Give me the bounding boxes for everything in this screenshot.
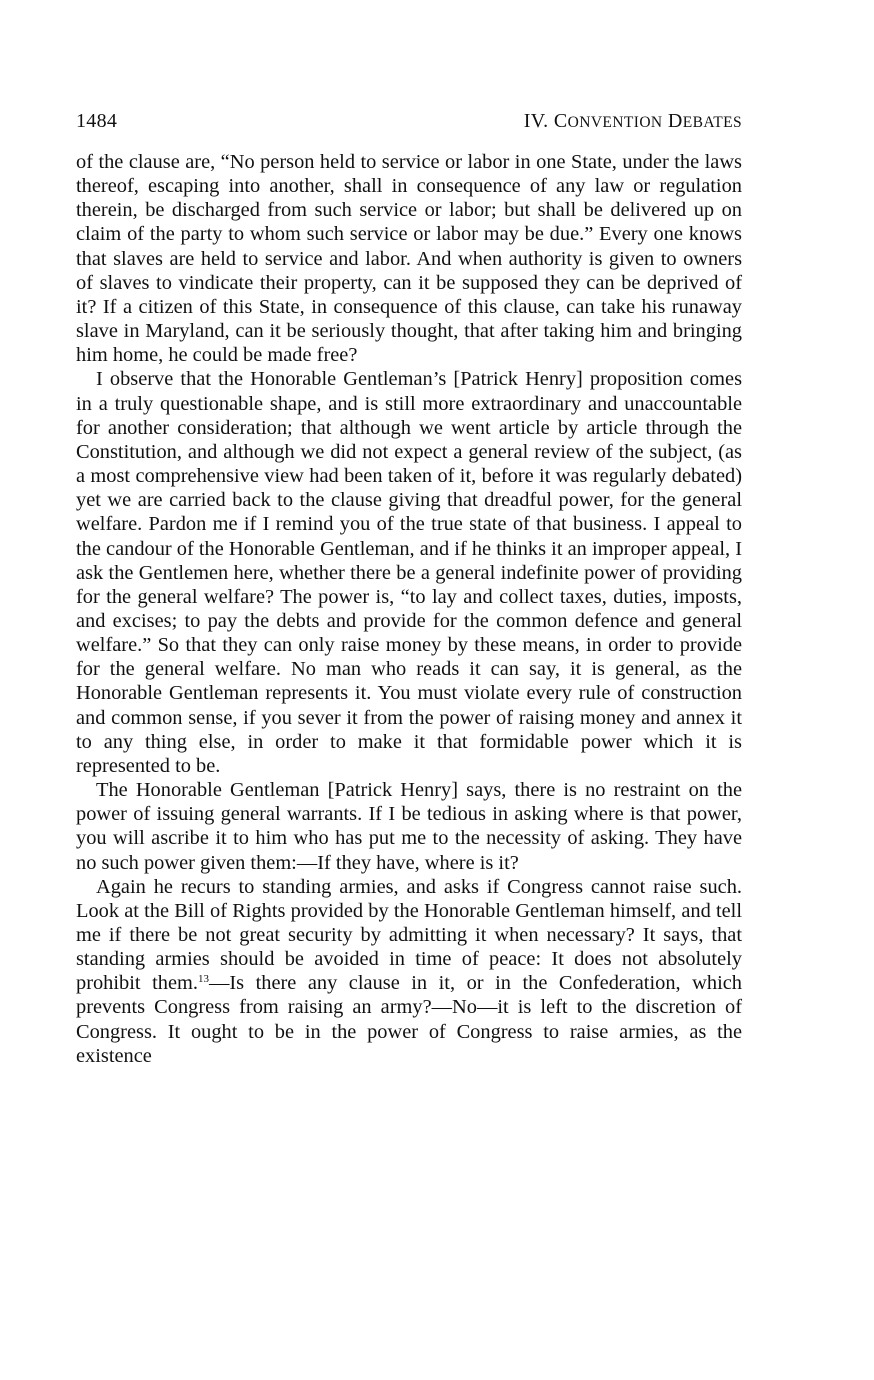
section-title-text: CONVENTION DEBATES	[553, 110, 742, 132]
paragraph-4-text-a: Again he recurs to standing armies, and asks if Congress cannot raise such. Look at the Bill of Rights provided by the Honorable Gentleman himself, and tell me if there be not great security by admitting it when necessary? It says, that standing armies should be avoided in time of peace: It does not absolutely prohibit them.	[76, 875, 742, 995]
paragraph-4	[76, 875, 742, 1068]
document-page	[76, 110, 742, 1068]
page-number: 1484	[76, 110, 118, 132]
body-text	[76, 150, 742, 1068]
section-title	[524, 110, 742, 133]
section-numeral: IV.	[523, 110, 549, 132]
paragraph-3: The Honorable Gentleman [Patrick Henry] says, there is no restraint on the power of issuing general warrants. If I be tedious in asking where is that power, you will ascribe it to him who has put me to the necessity of asking. They have no such power given them:—If they have, where is it?	[76, 779, 742, 874]
running-head	[76, 110, 742, 150]
paragraph-4-text-b: —Is there any clause in it, or in the Confederation, which prevents Congress from raising an army?—No—it is left to the discretion of Congress. It ought to be in the power of Congress to raise armies, as the existence	[76, 972, 742, 1067]
footnote-reference: 13	[197, 973, 209, 986]
paragraph-1: of the clause are, “No person held to service or labor in one State, under the laws thereof, escaping into another, shall in consequence of any law or regulation therein, be discharged from such service or labor; but shall be delivered up on claim of the party to whom such service or labor may be due.” Every one knows that slaves are held to service and labor. And when authority is given to owners of slaves to vindicate their property, can it be supposed they can be deprived of it? If a citizen of this State, in consequence of this clause, can take his runaway slave in Maryland, can it be seriously thought, that after taking him and bringing him home, he could be made free?	[76, 151, 742, 367]
paragraph-2: I observe that the Honorable Gentleman’s [Patrick Henry] proposition comes in a truly questionable shape, and is still more extraordinary and unaccountable for another consideration; that although we went article by article through the Constitution, and although we did not expect a general review of the subject, (as a most comprehensive view had been taken of it, before it was regularly debated) yet we are carried back to the clause giving that dreadful power, for the general welfare. Pardon me if I remind you of the true state of that business. I appeal to the candour of the Honorable Gentleman, and if he thinks it an improper appeal, I ask the Gentlemen here, whether there be a general indefinite power of providing for the general welfare? The power is, “to lay and collect taxes, duties, imposts, and excises; to pay the debts and provide for the common defence and general welfare.” So that they can only raise money by these means, in order to provide for the general welfare. No man who reads it can say, it is general, as the Honorable Gentleman represents it. You must violate every rule of construction and common sense, if you sever it from the power of raising money and annex it to any thing else, in order to make it that formidable power which it is represented to be.	[76, 368, 742, 777]
